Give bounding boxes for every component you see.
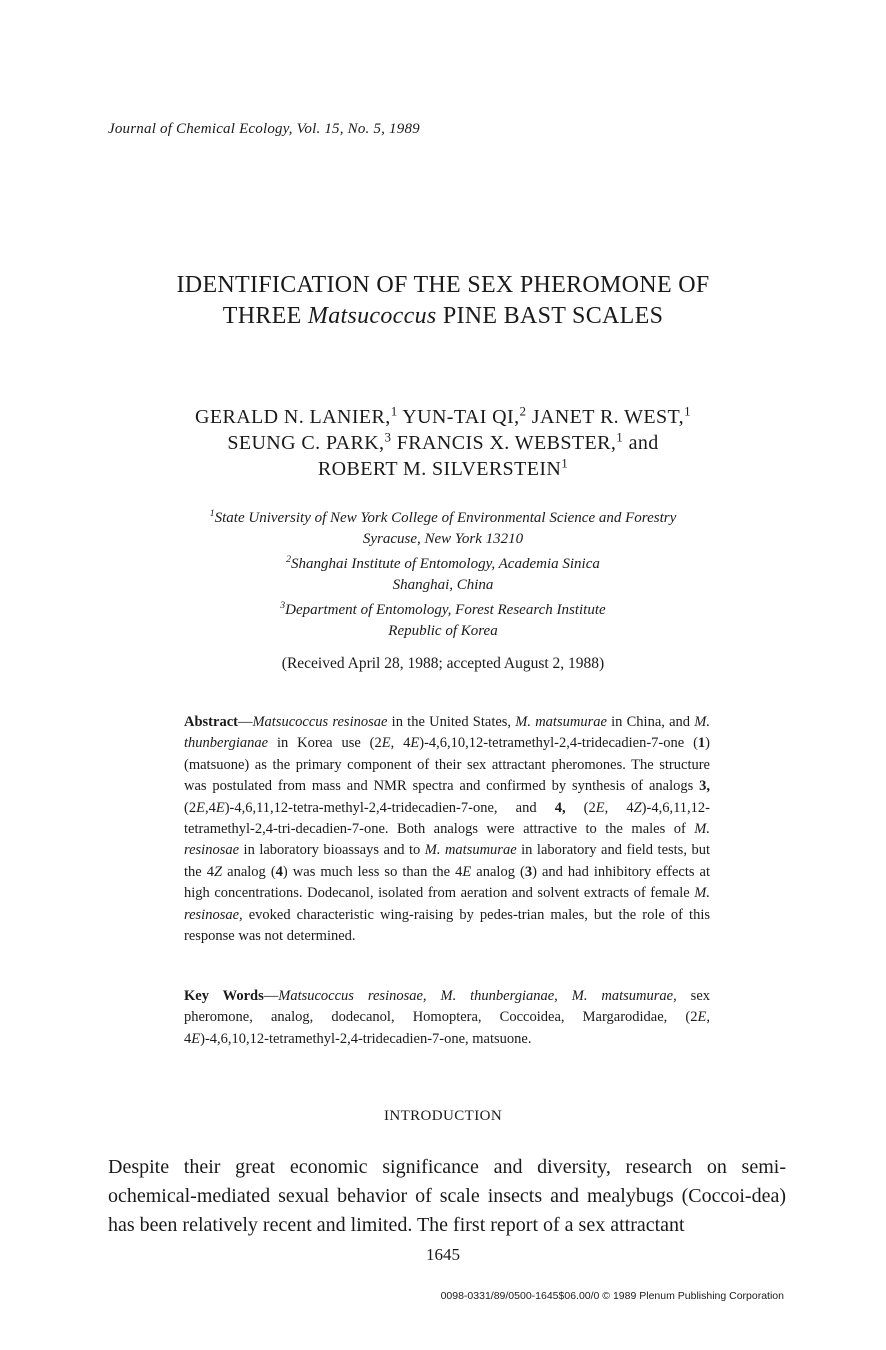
abstract-text: ,4 (204, 799, 216, 816)
affiliation-2 (0, 554, 886, 596)
page-number: 1645 (426, 1245, 460, 1264)
abstract-text: , 4 (390, 735, 411, 752)
abstract-text: in China, and (606, 714, 695, 730)
author-name: ROBERT M. SILVERSTEIN (317, 458, 562, 480)
title-text: THREE (222, 303, 308, 329)
author-affil-mark: 1 (616, 429, 624, 445)
affiliation-3 (0, 600, 886, 642)
author-affil-mark: 1 (684, 403, 691, 419)
abstract-text: E (381, 735, 391, 752)
compound-number: 4, (554, 799, 566, 816)
abstract-text: in laboratory and field tests, but the 4 (184, 842, 710, 880)
copyright-footer: 0098-0331/89/0500-1645$06.00/0 © 1989 Plenum Publishing Corporation (440, 1290, 784, 1302)
author-affil-mark: 2 (519, 403, 527, 419)
affiliation-1 (0, 508, 886, 550)
abstract-label: Abstract (184, 714, 238, 730)
abstract-text: in the United States, (387, 714, 516, 730)
title-text: PINE BAST SCALES (436, 303, 664, 329)
affil-mark: 3 (280, 600, 286, 611)
abstract-text: M. thunbergianae (184, 714, 710, 752)
abstract-text: analog ( (471, 863, 525, 880)
abstract-text: M. matsumurae (424, 842, 517, 859)
affil-location: Republic of Korea (388, 623, 498, 639)
title-genus: Matsucoccus (307, 303, 437, 329)
author-list (0, 404, 886, 482)
keywords-text: , 4 (184, 1009, 710, 1047)
author-line (0, 404, 886, 430)
keywords-text: )-4,6,10,12-tetramethyl-2,4-tridecadien-7-one, matsuone. (200, 1030, 532, 1047)
abstract-text: (2 (184, 799, 197, 816)
abstract-text: E (410, 735, 420, 752)
keywords-text: E (191, 1030, 201, 1047)
title-line-2 (0, 301, 886, 332)
abstract-text: )-4,6,11,12-tetra-methyl-2,4-tridecadien-7-one, and (224, 799, 555, 816)
abstract-text: in laboratory bioassays and to (239, 842, 425, 859)
author-name: JANET R. WEST, (531, 406, 685, 428)
affil-mark: 2 (286, 554, 291, 565)
abstract-text: ) was much less so than the 4 (282, 863, 463, 880)
compound-number: 4 (275, 863, 283, 880)
keywords-text: E (697, 1009, 707, 1026)
abstract-text: M. matsumurae (515, 714, 607, 730)
author-name: FRANCIS X. WEBSTER, (396, 432, 617, 454)
introduction-paragraph: Despite their great economic significance and diversity, research on semi-ochemical-mediated sexual behavior of scale insects and mealybugs (Coccoi-dea) has been relatively recent and limited. The first report of a sex attractant (108, 1156, 786, 1236)
abstract-text: Z (633, 799, 642, 816)
affil-institution: State University of New York College of Environmental Science and Forestry (214, 510, 677, 526)
keywords-text: Matsucoccus resinosae, M. thunbergianae, M. matsumurae, (278, 988, 677, 1004)
abstract-text: ) and had inhibitory effects at high concentrations. Dodecanol, isolated from aeration and solvent extracts of female (184, 863, 711, 902)
abstract-text: E (215, 799, 225, 816)
keywords-label: Key Words (184, 988, 264, 1004)
abstract-text: analog ( (222, 863, 276, 880)
article-title (0, 270, 886, 332)
key-words (184, 986, 710, 1050)
abstract-text: ) (matsuone) as the primary component of their sex attractant pheromones. The structure was postulated from mass and NMR spectra and confirmed by synthesis of analogs (184, 735, 710, 795)
received-dates: (Received April 28, 1988; accepted August 2, 1988) (281, 655, 605, 672)
author-affil-mark: 3 (384, 429, 392, 445)
abstract-text: )-4,6,10,12-tetramethyl-2,4-tridecadien-7-one ( (419, 735, 698, 752)
section-heading-introduction: INTRODUCTION (383, 1108, 503, 1124)
author-line (0, 456, 886, 482)
affil-mark: 1 (209, 508, 215, 519)
affil-institution: Shanghai Institute of Entomology, Academia Sinica (291, 556, 600, 572)
abstract-text: evoked characteristic wing-raising by pedes-trian males, but the role of this response was not determined. (184, 906, 710, 945)
affil-location: Syracuse, New York 13210 (362, 531, 524, 547)
author-name: GERALD N. LANIER, (195, 406, 391, 428)
abstract-text: )-4,6,11,12-tetramethyl-2,4-tri-decadien-7-one. Both analogs were attractive to the males of (184, 799, 710, 838)
abstract-text: E (595, 799, 605, 816)
author-name: YUN-TAI QI, (402, 406, 520, 428)
compound-number: 3 (524, 863, 533, 880)
author-conjunction: and (628, 432, 659, 454)
keywords-text: sex pheromone, analog, dodecanol, Homoptera, Coccoidea, Margarodidae, (2 (184, 988, 711, 1026)
abstract-text: (2 (565, 799, 596, 816)
abstract-text: E (196, 799, 205, 816)
abstract (184, 712, 710, 947)
abstract-text: M. resinosae, (184, 885, 710, 923)
journal-citation: Journal of Chemical Ecology, Vol. 15, No. 5, 1989 (108, 121, 420, 137)
title-line-1: IDENTIFICATION OF THE SEX PHEROMONE OF (176, 272, 710, 298)
affil-institution: Department of Entomology, Forest Research Institute (285, 602, 606, 618)
compound-number: 3, (699, 778, 710, 795)
keywords-dash: — (263, 988, 279, 1004)
author-name: SEUNG C. PARK, (227, 432, 385, 454)
author-affil-mark: 1 (390, 403, 398, 419)
affiliations (0, 508, 886, 646)
author-line (0, 430, 886, 456)
abstract-text: M. resinosae (184, 821, 710, 859)
abstract-dash: — (237, 714, 253, 730)
abstract-text: Matsucoccus resinosae (252, 714, 388, 730)
abstract-text: Z (214, 863, 223, 880)
affil-location: Shanghai, China (392, 577, 494, 593)
author-affil-mark: 1 (561, 455, 569, 471)
compound-number: 1 (697, 735, 706, 752)
abstract-text: in Korea use (2 (268, 735, 382, 752)
abstract-text: E (462, 863, 472, 880)
abstract-text: , 4 (604, 799, 634, 816)
